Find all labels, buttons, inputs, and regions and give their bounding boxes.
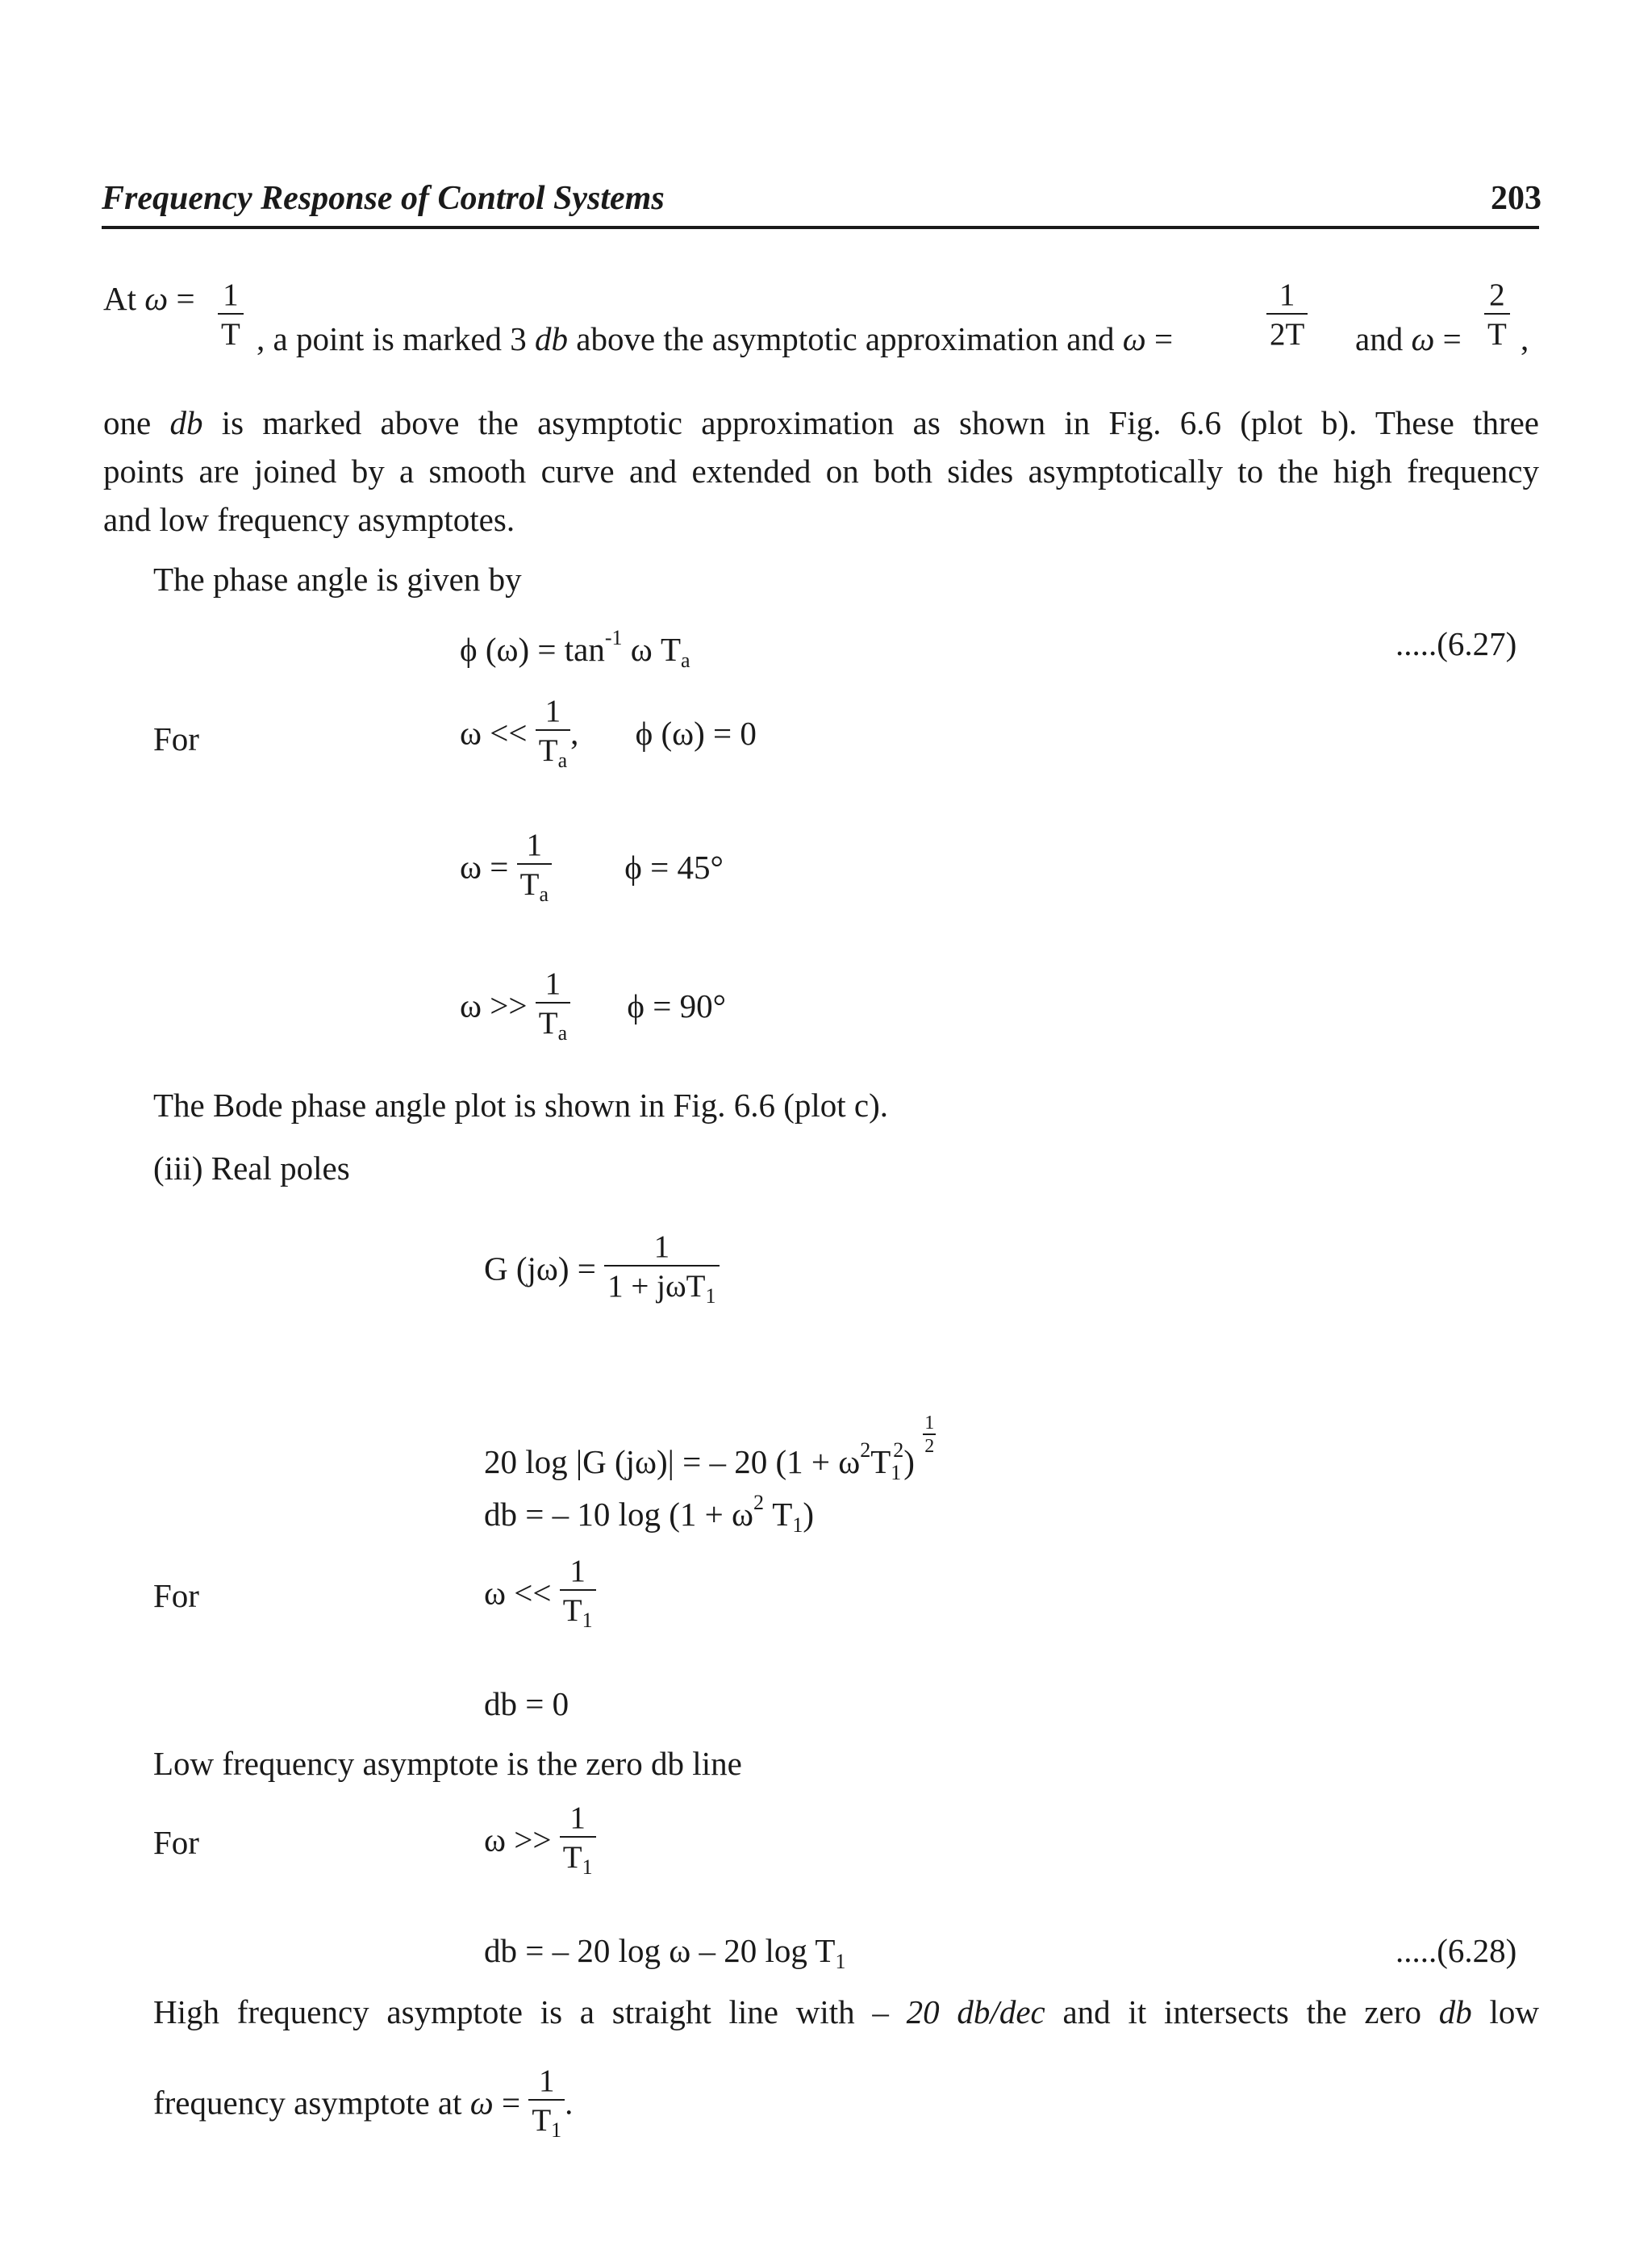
sub-a: a (539, 883, 549, 906)
magnitude-equation (484, 1413, 936, 1484)
intro-paragraph-rest (103, 399, 1539, 544)
frac-num: 1 (560, 1555, 596, 1591)
bode-phase-sentence: The Bode phase angle plot is shown in Fig. 6.6 (plot c). (153, 1087, 888, 1124)
high-freq-db-equation (484, 1934, 845, 1972)
phase-row-3-rhs: ϕ = 90° (627, 987, 726, 1024)
frac-den (528, 2101, 565, 2141)
and-word: and (1355, 320, 1404, 357)
mag-T: T (870, 1443, 891, 1480)
frac-den-T: T (519, 867, 540, 902)
text: low (1489, 1993, 1540, 2030)
final-line (153, 2065, 573, 2141)
inverse-sup: -1 (604, 626, 623, 649)
frac-num: 1 (528, 2065, 565, 2101)
omega-much-less: ω << (460, 714, 528, 752)
db-zero: db = 0 (484, 1685, 569, 1722)
slope-italic: 20 db/dec (906, 1993, 1045, 2030)
phase-row-2 (460, 829, 724, 905)
sub-a: a (681, 649, 690, 672)
text: High frequency asymptote is a straight line with – (153, 1993, 889, 2030)
fraction-1-over-2T (1266, 279, 1308, 350)
frac-den: T (221, 317, 240, 352)
equals-sign: = (1442, 320, 1462, 357)
intro-middle-text: a point is marked 3 (273, 320, 527, 357)
frac-den (560, 1591, 596, 1631)
frac-num: 1 (604, 1231, 719, 1267)
frac-den-T: T (538, 1006, 558, 1041)
frac-num: 2 (1484, 279, 1510, 315)
frac-den: 2T (1270, 317, 1305, 352)
omega-equals: ω = (460, 848, 509, 886)
intro-at: At (103, 280, 136, 317)
omega-symbol: ω (1411, 320, 1435, 357)
sup-2: 2 (860, 1438, 871, 1462)
frac-den: T (1487, 317, 1507, 352)
frac-den-T: T (532, 2103, 552, 2138)
equals-sign: = (501, 2084, 521, 2122)
for-label-2: For (153, 1577, 199, 1614)
sub-a: a (557, 749, 568, 772)
phase-row-1-rhs: ϕ (ω) = 0 (635, 714, 757, 752)
transfer-function (484, 1231, 720, 1307)
intro-line-4: and low frequency asymptotes. (103, 501, 515, 538)
equation-number-6-28: .....(6.28) (1395, 1932, 1517, 1969)
half-den: 2 (924, 1436, 935, 1457)
sub-1: 1 (705, 1284, 716, 1308)
trailing-comma: , (1521, 320, 1529, 357)
omega-symbol: ω (469, 2084, 494, 2122)
real-poles-heading: (iii) Real poles (153, 1150, 350, 1187)
sub-1: 1 (582, 1609, 593, 1632)
frac-den-T: T (562, 1840, 582, 1875)
omega-symbol: ω (144, 280, 169, 317)
half-num: 1 (924, 1413, 935, 1433)
sub-1: 1 (835, 1950, 846, 1973)
omega-much-less: ω << (484, 1574, 552, 1612)
comma: , (570, 714, 579, 752)
sub-1: 1 (582, 1855, 593, 1879)
phase-row-1 (460, 695, 757, 771)
intro-line-3: points are joined by a smooth curve and extended on both sides asymptotically to the high frequency (103, 453, 1539, 490)
text: frequency asymptote at (153, 2084, 462, 2122)
close-paren: ) (903, 1443, 915, 1480)
high-freq-condition (484, 1802, 596, 1878)
high-asymptote-sentence (153, 1993, 1540, 2030)
frac-den-text: 1 + jωT (607, 1269, 706, 1304)
frac-den (536, 731, 570, 771)
frac-num: 1 (517, 829, 552, 865)
frac-num: 1 (536, 968, 570, 1004)
frac-num: 1 (536, 695, 570, 731)
sub-1: 1 (551, 2118, 562, 2142)
running-header-title: Frequency Response of Control Systems (102, 180, 665, 217)
omega-symbol: ω (1122, 320, 1146, 357)
omega-much-greater: ω >> (460, 987, 528, 1024)
comma: , (257, 320, 265, 357)
low-freq-condition (484, 1555, 596, 1631)
db-T: T (764, 1496, 793, 1533)
page-number: 203 (1491, 180, 1541, 217)
phase-eq-rhs: ω T (630, 631, 682, 668)
db-italic: db (535, 320, 569, 357)
sup-2: 2 (893, 1438, 904, 1462)
intro-middle-text-2: above the asymptotic approximation and (576, 320, 1115, 357)
close-paren: ) (803, 1496, 814, 1533)
header-rule (102, 226, 1539, 229)
high-eq-text: db = – 20 log ω – 20 log T (484, 1932, 836, 1969)
intro-line-1-middle (257, 320, 1174, 357)
db-italic: db (1438, 1993, 1472, 2030)
frac-num: 1 (560, 1802, 596, 1838)
equals-sign: = (176, 280, 195, 317)
G-lhs: G (jω) = (484, 1250, 596, 1287)
for-label-1: For (153, 720, 199, 757)
frac-den (560, 1838, 596, 1878)
phase-equation (460, 628, 690, 671)
half-exponent (923, 1413, 936, 1456)
intro-line-1-and (1355, 320, 1462, 357)
fraction-1-over-T (218, 279, 244, 350)
sub-1: 1 (792, 1513, 803, 1537)
text: and it intersects the zero (1062, 1993, 1421, 2030)
frac-den-T: T (562, 1593, 582, 1628)
frac-den-T: T (538, 733, 558, 768)
db-eq-text: db = – 10 log (1 + ω (484, 1496, 754, 1533)
text: one (103, 404, 152, 441)
intro-line-2 (103, 399, 1539, 447)
text: is marked above the asymptotic approximation as shown in Fig. 6.6 (plot b). These three (221, 404, 1539, 441)
for-label-3: For (153, 1824, 199, 1861)
phase-intro: The phase angle is given by (153, 561, 522, 598)
phase-row-3 (460, 968, 726, 1044)
db-italic: db (169, 404, 203, 441)
phase-row-2-rhs: ϕ = 45° (624, 848, 724, 886)
frac-den (536, 1004, 570, 1044)
omega-much-greater: ω >> (484, 1821, 552, 1859)
db-equation (484, 1492, 814, 1536)
mag-eq-text: 20 log |G (jω)| = – 20 (1 + ω (484, 1443, 861, 1480)
intro-line-1 (103, 282, 195, 315)
low-asymptote-sentence: Low frequency asymptote is the zero db line (153, 1745, 742, 1782)
fraction-2-over-T (1484, 279, 1510, 350)
sub-1: 1 (891, 1461, 902, 1484)
period: . (565, 2084, 574, 2122)
frac-den (604, 1267, 719, 1307)
sup-2: 2 (753, 1491, 765, 1514)
frac-num: 1 (218, 279, 244, 315)
frac-den (517, 865, 552, 905)
equals-sign: = (1153, 320, 1174, 357)
sub-a: a (557, 1021, 568, 1045)
frac-num: 1 (1266, 279, 1308, 315)
equation-number-6-27: .....(6.27) (1395, 625, 1517, 662)
phase-eq-lhs: ϕ (ω) = tan (460, 631, 605, 668)
